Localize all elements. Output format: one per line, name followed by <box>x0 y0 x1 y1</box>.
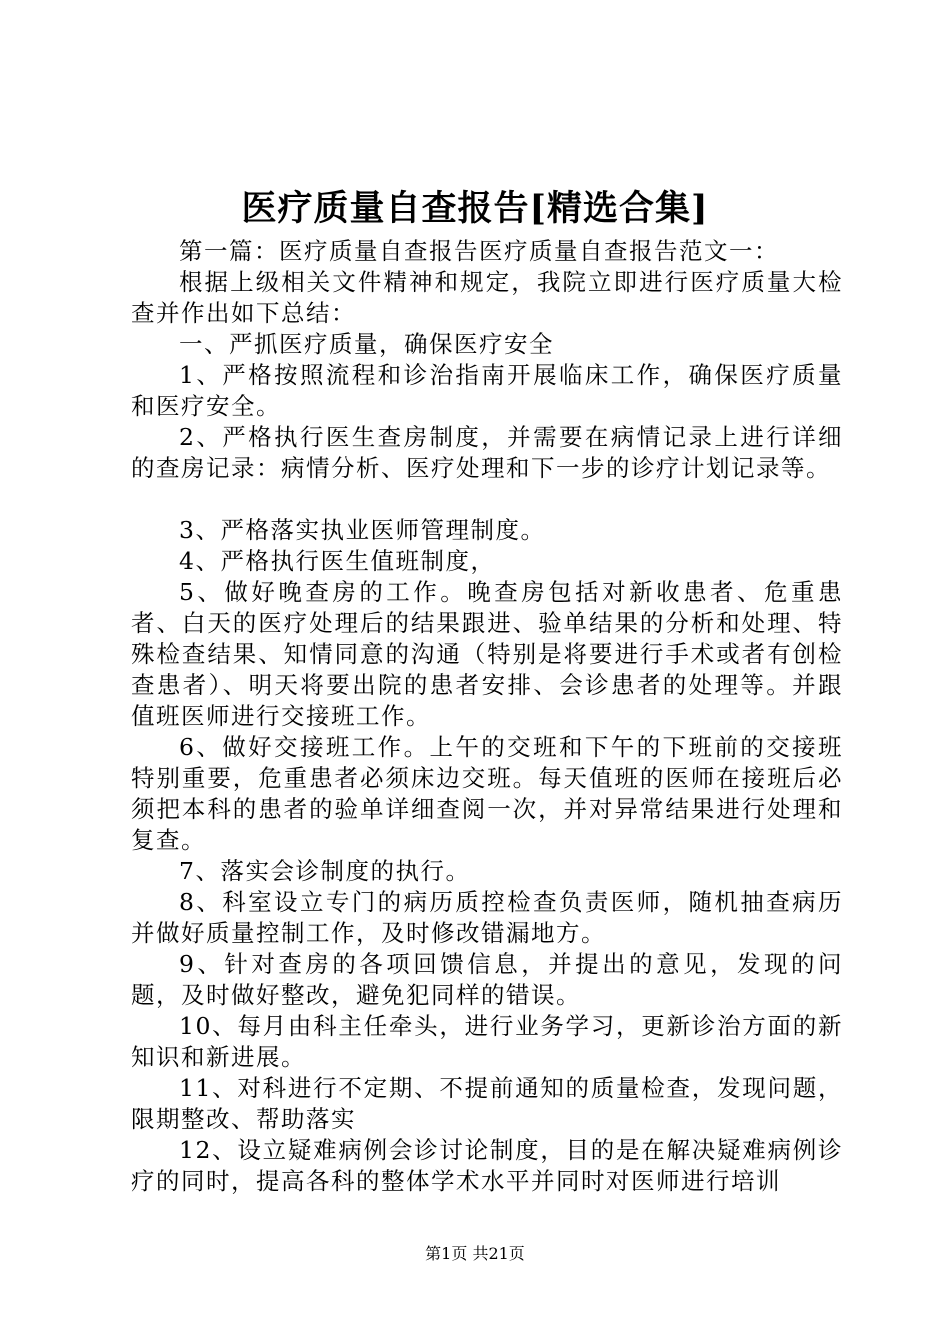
section-heading: 一、严抓医疗质量，确保医疗安全 <box>179 330 554 358</box>
list-item-5: 5、做好晚查房的工作。晚查房包括对新收患者、危重患者、白天的医疗处理后的结果跟进、验单结果的分析和处理、特殊检查结果、知情同意的沟通（特别是将要进行手术或者有创检查患者）、明天将要出院的患者安排、会诊患者的处理等。并跟值班医师进行交接班工作。 <box>131 578 843 730</box>
page-footer: 第1页 共21页 <box>425 1244 525 1263</box>
list-item-12: 12、设立疑难病例会诊讨论制度，目的是在解决疑难病例诊疗的同时，提高各科的整体学术水平并同时对医师进行培训 <box>131 1136 843 1195</box>
list-item-4: 4、严格执行医生值班制度， <box>179 547 496 575</box>
paragraph-intro: 第一篇：医疗质量自查报告医疗质量自查报告范文一： <box>179 237 779 265</box>
list-item-11: 11、对科进行不定期、不提前通知的质量检查，发现问题，限期整改、帮助落实 <box>131 1074 843 1133</box>
document-body <box>131 236 843 1197</box>
paragraph-summary: 根据上级相关文件精神和规定，我院立即进行医疗质量大检查并作出如下总结： <box>131 268 843 327</box>
list-item-2: 2、严格执行医生查房制度，并需要在病情记录上进行详细的查房记录：病情分析、医疗处理和下一步的诊疗计划记录等。 <box>131 423 843 482</box>
list-item-10: 10、每月由科主任牵头，进行业务学习，更新诊治方面的新知识和新进展。 <box>131 1012 843 1071</box>
list-item-1: 1、严格按照流程和诊治指南开展临床工作，确保医疗质量和医疗安全。 <box>131 361 843 420</box>
list-item-8: 8、科室设立专门的病历质控检查负责医师，随机抽查病历并做好质量控制工作，及时修改错漏地方。 <box>131 888 843 947</box>
list-item-3: 3、严格落实执业医师管理制度。 <box>179 516 546 544</box>
list-item-6: 6、做好交接班工作。上午的交班和下午的下班前的交接班特别重要，危重患者必须床边交班。每天值班的医师在接班后必须把本科的患者的验单详细查阅一次，并对异常结果进行处理和复查。 <box>131 733 843 854</box>
list-item-7: 7、落实会诊制度的执行。 <box>179 857 471 885</box>
list-item-9: 9、针对查房的各项回馈信息，并提出的意见，发现的问题，及时做好整改，避免犯同样的错误。 <box>131 950 843 1009</box>
blank-line <box>131 484 843 515</box>
document-title: 医疗质量自查报告[精选合集] <box>241 188 709 229</box>
